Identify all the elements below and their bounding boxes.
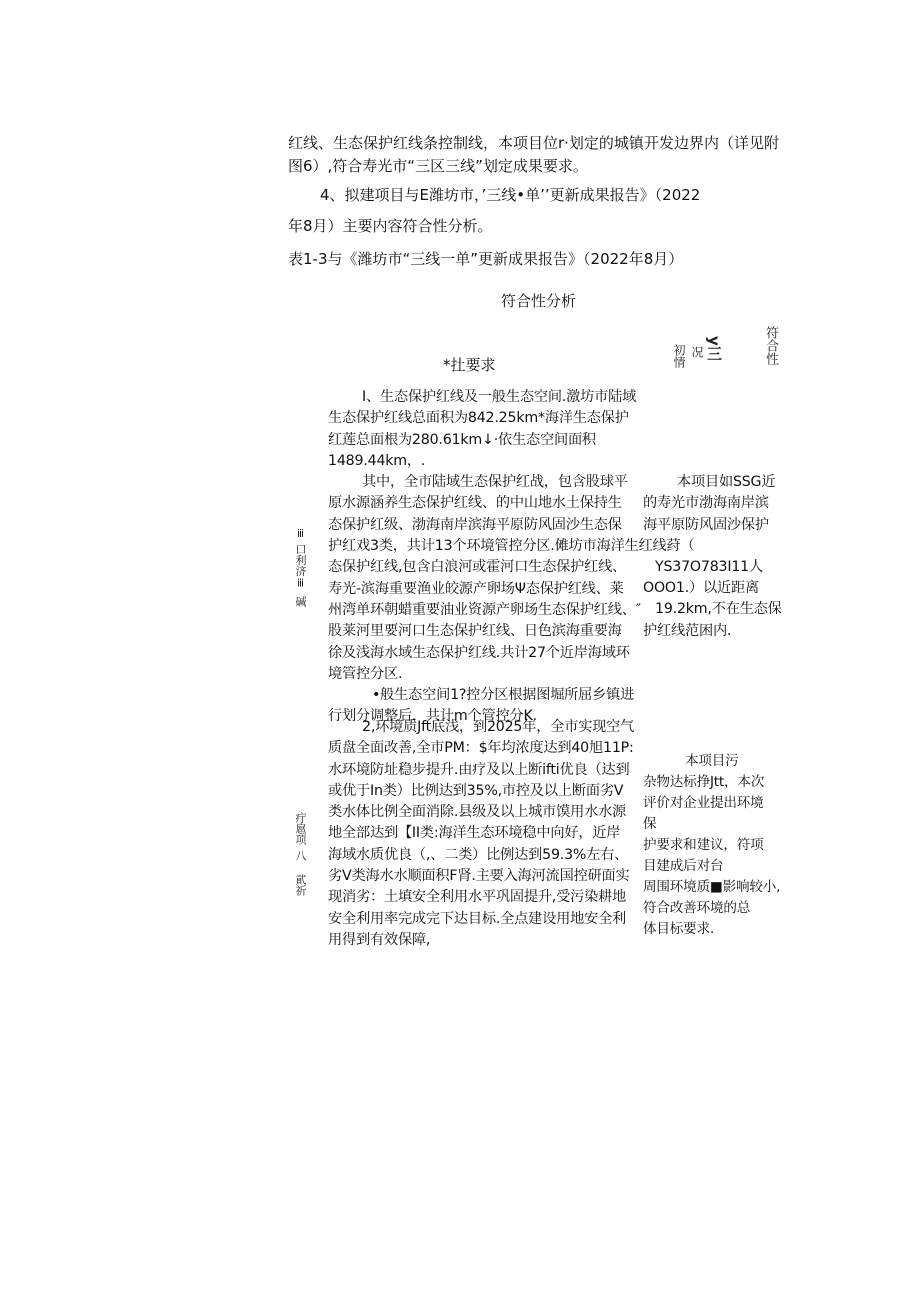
- req2-line: 类水体比例全面消除.县级及以上城市馍用水水源: [328, 804, 627, 821]
- sit1-line: 的寿光市渤海南岸滨: [643, 495, 769, 512]
- table-caption: 表1-3与《潍坊市“三线一单”更新成果报告》（2022年8月）: [288, 250, 684, 268]
- req1-line: •般生态空间1?控分区根据图堀所屈乡镇进: [372, 687, 635, 704]
- sit2-line: 周围环境质■影响较小,: [643, 879, 781, 895]
- req1-line: 原水源涵养生态保护红线、的中山地水土保持生: [328, 495, 622, 512]
- header-conformity: 符合性: [763, 326, 778, 365]
- sit2-line: 杂物达标挣Jtt，本次: [643, 774, 765, 790]
- row2-label-b: 八: [294, 850, 307, 861]
- sit2-line: 护要求和建议，符项: [643, 837, 764, 853]
- row1-label-a: ⅲ 口利济ⅲ: [294, 527, 307, 590]
- req2-line: 安全利用率完成完下达目标.全点建设用地安全利: [328, 910, 627, 927]
- row2-situation: [643, 751, 780, 940]
- req2-line: 水环境防址稳步提升.由疗及以上断ifti优良（达到: [328, 761, 630, 778]
- sit1-line: 19.2km,不在生态保: [655, 601, 782, 618]
- row1-label-b: 碱: [294, 596, 307, 607]
- intro-line-1: 红线、生态保护红线条控制线，本项目位r·划定的城镇开发边界内（详见附: [288, 134, 779, 152]
- header-situation-b: 况: [690, 346, 704, 358]
- sit2-line: 符合改善环境的总: [643, 900, 751, 916]
- row1-situation: [643, 472, 782, 642]
- sit2-line: 保: [643, 816, 657, 832]
- req2-line: 劣V类海水水顺面积F肾.主要入海河流国控研面实: [328, 868, 630, 885]
- req1-line: 境管控分区.: [328, 665, 403, 682]
- req1-line: 生态保护红线总面积为842.25km*海洋生态保护: [328, 410, 629, 427]
- req2-line: 或优于In类）比例达到35%,市控及以上断面劣V: [328, 782, 624, 799]
- req1-line: 其中，全市陆域生态保护红战，包含股球平: [362, 474, 628, 491]
- req2-line: 用得到有效保障,: [328, 931, 431, 948]
- row2-requirement: [328, 717, 634, 951]
- intro-line-4: 年8月）主要内容符合性分析。: [288, 217, 493, 235]
- sit1-line: 本项目如SSG近: [677, 474, 776, 490]
- sit2-line: 体目标要求.: [643, 921, 715, 937]
- req1-line: 徐及浅海水域生态保护红线.共计27个近岸海域环: [328, 644, 630, 661]
- header-situation-a: y三: [705, 336, 723, 361]
- sit2-line: 本项目污: [685, 753, 739, 769]
- req1-line: 行划分调整后，共计m个管控分K.: [328, 708, 537, 725]
- req1-line: 护红戏3类，共计13个环境管控分区.傩坊市海洋生红线荮（: [328, 538, 695, 555]
- intro-line-3: 4、拟建项目与E潍坊市，’三线•单’’更新成果报告》（2022: [320, 186, 701, 204]
- sit1-line: 海平原防风固沙保护: [643, 516, 769, 533]
- req2-line: 质盘全面改善,全市PM：$年均浓度达到40旭11P:: [328, 740, 634, 757]
- row1-requirement: [328, 387, 695, 728]
- req1-line: 州湾单环朝蜡重要油业资源产卵场生态保护红线、″: [328, 601, 641, 618]
- sit2-line: 评价对企业提出环境: [643, 795, 764, 811]
- req1-line: I、生态保护红线及一般生态空间.激坊市陆域: [362, 389, 637, 405]
- req1-line: 态保护红级、渤海南岸滨海平原防风固沙生态保: [328, 516, 622, 533]
- header-main-requirement: *扗要求: [443, 356, 496, 374]
- req1-line: 1489.44km，.: [328, 452, 426, 469]
- req2-line: 海域水质优良（,、二类）比例达到59.3%左右、: [328, 846, 629, 863]
- req1-line: 态保护红线,包含白浪河或霍河口生态保护红线、: [328, 559, 627, 576]
- req1-line: 股莱河里要河口生态保护红线、日色滨海重要海: [328, 623, 622, 640]
- sit1-line: 护红线范困内.: [643, 622, 732, 639]
- req1-line: 寿光-滨海重要渔业皎源产卵场Ψ态保护红线、莱: [328, 580, 624, 597]
- req2-line: 现消劣：土填安全利用水平巩固提升,受污染耕地: [328, 889, 627, 906]
- req1-line: 红莲总面根为280.61km↓·依生态空间面积: [328, 431, 596, 448]
- table-caption-2: 符合性分析: [501, 292, 577, 310]
- sit2-line: 目建成后对台: [643, 858, 724, 874]
- row2-label-a: 疔扈项: [294, 812, 307, 845]
- sit1-line: OOO1.）以近距离: [643, 580, 759, 597]
- req2-line: 2,环境质Jft底浅，到2025年，全市实现空气: [362, 719, 635, 735]
- req2-line: 地全部达到【II类:海洋生态环境稳中向好，近岸: [328, 825, 621, 842]
- sit1-line: YS37O783I11人: [655, 558, 763, 575]
- header-situation-c: 初情: [672, 344, 686, 368]
- intro-line-2: 图6）,符合寿光市“三区三线”划定成果要求。: [288, 157, 588, 175]
- row2-label-c: 貮祈: [294, 874, 307, 896]
